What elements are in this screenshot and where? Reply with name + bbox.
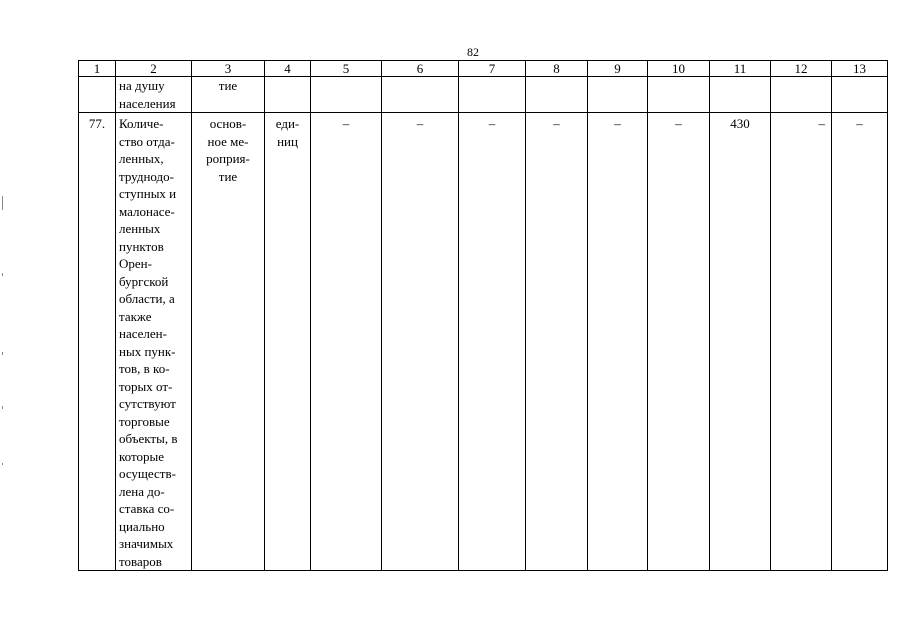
cont-cell-number — [79, 77, 116, 113]
header-cell-13: 13 — [832, 61, 888, 77]
cont-cell-type: тие — [192, 77, 265, 113]
cont-cell-5 — [311, 77, 382, 113]
header-cell-6: 6 — [382, 61, 459, 77]
header-cell-12: 12 — [771, 61, 832, 77]
value-col-7: – — [459, 113, 526, 571]
row-number: 77. — [79, 113, 116, 571]
header-cell-2: 2 — [116, 61, 192, 77]
scan-margin-mark — [2, 406, 3, 409]
header-cell-1: 1 — [79, 61, 116, 77]
cont-cell-7 — [459, 77, 526, 113]
unit-of-measure: еди- ниц — [265, 113, 311, 571]
value-col-13: – — [832, 113, 888, 571]
scan-margin-mark — [2, 196, 3, 210]
cont-cell-indicator: на душу населения — [116, 77, 192, 113]
scan-margin-mark — [2, 273, 3, 276]
header-cell-10: 10 — [648, 61, 710, 77]
value-col-10: – — [648, 113, 710, 571]
cont-cell-12 — [771, 77, 832, 113]
header-cell-8: 8 — [526, 61, 588, 77]
table-row-77 — [79, 113, 888, 571]
value-col-5: – — [311, 113, 382, 571]
scan-margin-mark — [2, 463, 3, 465]
indicator-type: основ- ное ме- роприя- тие — [192, 113, 265, 571]
continuation-row — [79, 77, 888, 113]
table-header-row — [79, 61, 888, 77]
header-cell-7: 7 — [459, 61, 526, 77]
header-cell-11: 11 — [710, 61, 771, 77]
cont-cell-8 — [526, 77, 588, 113]
cont-cell-6 — [382, 77, 459, 113]
cont-cell-11 — [710, 77, 771, 113]
data-table — [78, 60, 888, 571]
header-cell-3: 3 — [192, 61, 265, 77]
value-col-9: – — [588, 113, 648, 571]
header-cell-9: 9 — [588, 61, 648, 77]
cont-cell-13 — [832, 77, 888, 113]
cont-cell-9 — [588, 77, 648, 113]
header-cell-5: 5 — [311, 61, 382, 77]
cont-cell-10 — [648, 77, 710, 113]
page-number: 82 — [467, 45, 479, 59]
value-col-6: – — [382, 113, 459, 571]
header-cell-4: 4 — [265, 61, 311, 77]
cont-cell-unit — [265, 77, 311, 113]
value-col-12: – — [771, 113, 832, 571]
indicator-name: Количе- ство отда- ленных, труднодо- ступных и малонасе- ленных пунктов Орен- бургской области, а также населен- ных пунк- тов, в ко- торых от- сутствуют торговые объекты, в которые осуществ- лена до- ставка со- циально значимых товаров — [116, 113, 192, 571]
scan-margin-mark — [2, 352, 3, 355]
value-col-8: – — [526, 113, 588, 571]
value-col-11: 430 — [710, 113, 771, 571]
